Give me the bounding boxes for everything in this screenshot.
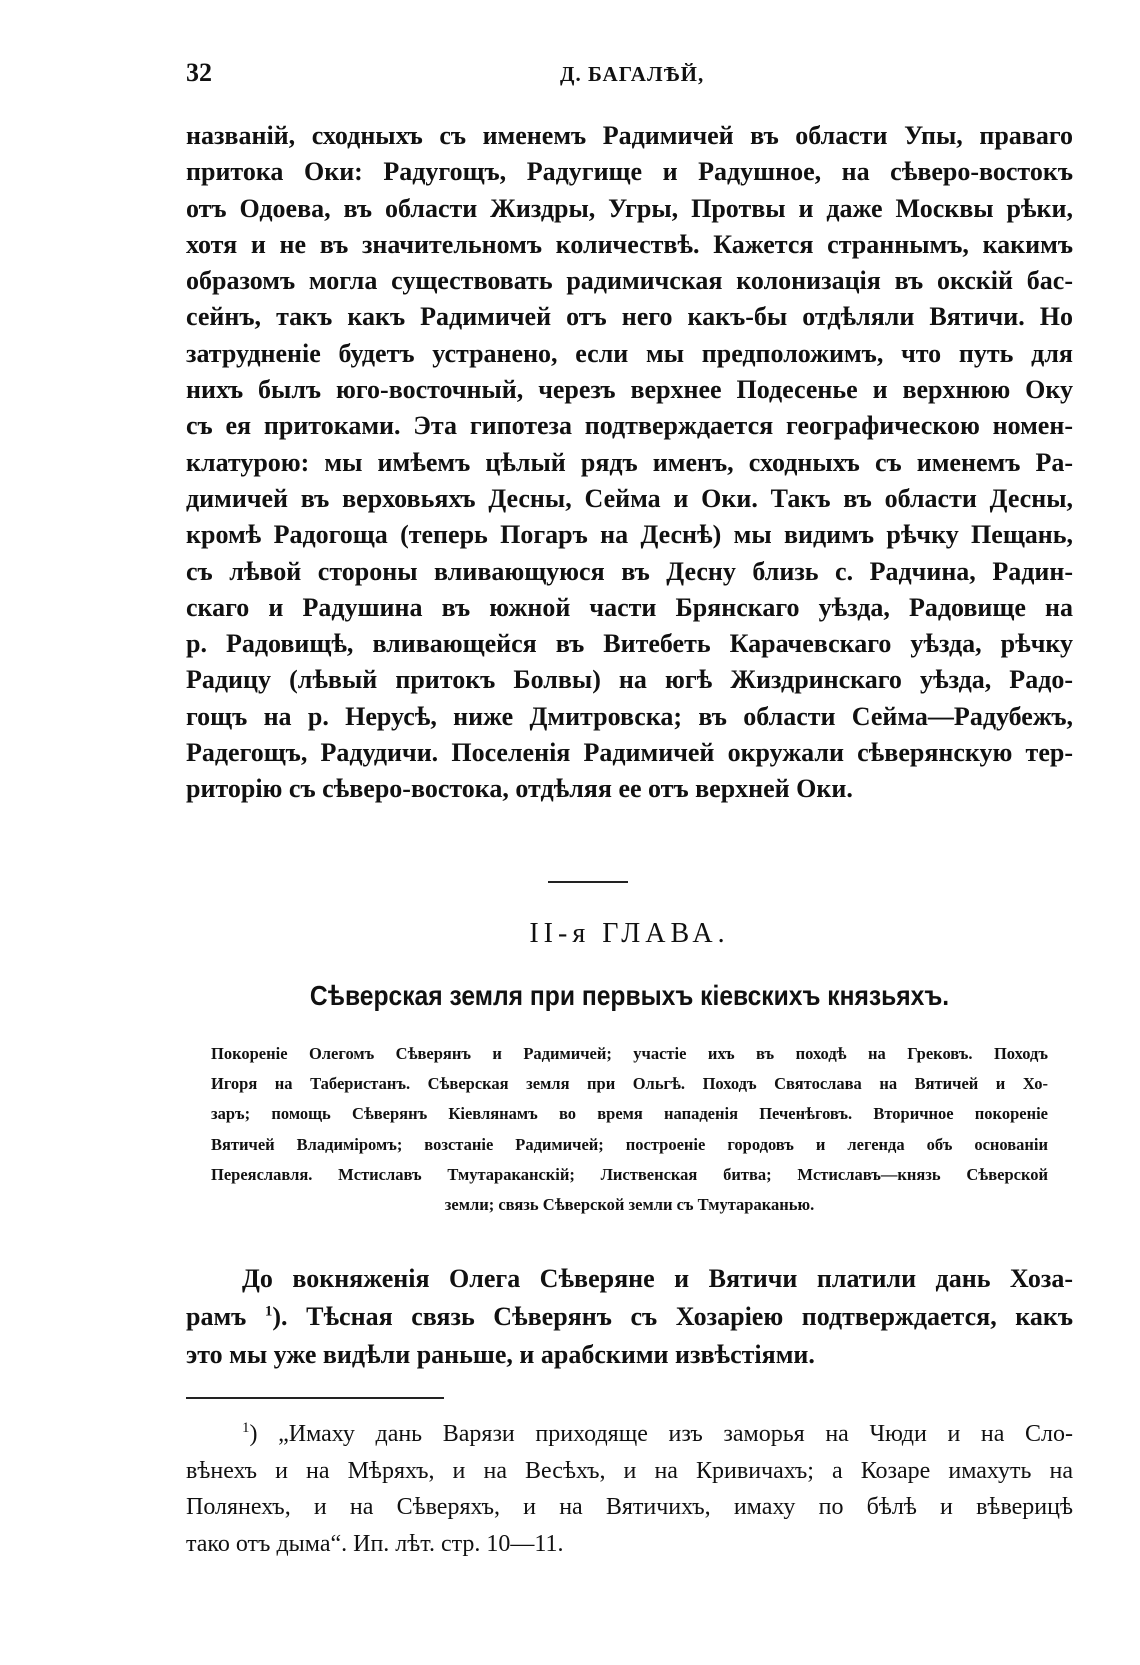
body-line: Радицу (лѣвый притокъ Болвы) на югѣ Жиздринскаго уѣзда, Радо- xyxy=(186,665,1073,695)
summary-line: Вятичей Владиміромъ; возстаніе Радимичей; построеніе городовъ и легенда объ основаніи xyxy=(211,1134,1048,1154)
body-line: хотя и не въ значительномъ количествѣ. Кажется страннымъ, какимъ xyxy=(186,229,1073,259)
intro-line: это мы уже видѣли раньше, и арабскими извѣстіями. xyxy=(186,1340,815,1369)
intro-line xyxy=(186,1298,1073,1336)
chapter-summary xyxy=(211,1039,1048,1220)
intro-line: До вокняженія Олега Сѣверяне и Вятичи платили дань Хоза- xyxy=(242,1264,1073,1293)
section-divider xyxy=(548,881,628,883)
intro-text: ). Тѣсная связь Сѣверянъ съ Хозаріею подтверждается, какъ xyxy=(272,1302,1073,1331)
body-line: димичей въ верховьяхъ Десны, Сейма и Оки. Такъ въ области Десны, xyxy=(186,483,1073,513)
body-line: кромѣ Радогоща (теперь Погаръ на Деснѣ) мы видимъ рѣчку Пещань, xyxy=(186,520,1073,550)
footnote xyxy=(186,1416,1073,1562)
intro-paragraph xyxy=(186,1260,1073,1374)
body-line: съ лѣвой стороны вливающуюся въ Десну близь с. Радчина, Радин- xyxy=(186,556,1073,586)
body-line: скаго и Радушина въ южной части Брянскаго уѣзда, Радовище на xyxy=(186,592,1073,622)
summary-line: земли; связь Сѣверской земли съ Тмутараканью. xyxy=(444,1194,815,1214)
page-number: 32 xyxy=(186,58,212,87)
footnote-rule xyxy=(186,1397,444,1399)
footnote-reference[interactable]: 1 xyxy=(264,1303,273,1320)
body-line: отъ Одоева, въ области Жиздры, Угры, Протвы и даже Москвы рѣки, xyxy=(186,193,1073,223)
footnote-line: вѣнехъ и на Мѣряхъ, и на Весѣхъ, и на Кривичахъ; а Козаре имахуть на xyxy=(186,1457,1073,1484)
summary-line: Игоря на Таберистанъ. Сѣверская земля при Ольгѣ. Походъ Святослава на Вятичей и Хо- xyxy=(211,1074,1048,1094)
body-line: притока Оки: Радугощъ, Радугище и Радушное, на сѣверо-востокъ xyxy=(186,157,1073,187)
body-line: затрудненіе будетъ устранено, если мы предположимъ, что путь для xyxy=(186,338,1073,368)
body-line: риторію съ сѣверо-востока, отдѣляя ее отъ верхней Оки. xyxy=(186,774,853,804)
body-line: клатурою: мы имѣемъ цѣлый рядъ именъ, сходныхъ съ именемъ Ра- xyxy=(186,447,1073,477)
chapter-title: Сѣверская земля при первыхъ кіевскихъ князьяхъ. xyxy=(309,980,950,1011)
summary-line: заръ; помощь Сѣверянъ Кіевлянамъ во время нападенія Печенѣговъ. Вторичное покореніе xyxy=(211,1104,1048,1124)
footnote-line xyxy=(186,1416,1073,1453)
body-line: р. Радовищѣ, вливающейся въ Витебеть Карачевскаго уѣзда, рѣчку xyxy=(186,629,1073,659)
footnote-line: Полянехъ, и на Сѣверяхъ, и на Вятичихъ, имаху по бѣлѣ и вѣверицѣ xyxy=(186,1494,1073,1521)
footnote-marker: 1 xyxy=(242,1420,250,1436)
body-paragraph xyxy=(186,118,1073,808)
footnote-text: ) „Имаху дань Варязи приходяще изъ заморья на Чюди и на Сло- xyxy=(249,1421,1073,1447)
body-line: сейнъ, такъ какъ Радимичей отъ него какъ-бы отдѣляли Вятичи. Но xyxy=(186,302,1073,332)
body-line: образомъ могла существовать радимичская колонизація въ окскій бас- xyxy=(186,266,1073,296)
body-line: гощъ на р. Нерусѣ, ниже Дмитровска; въ области Сейма—Радубежъ, xyxy=(186,701,1073,731)
summary-line: Покореніе Олегомъ Сѣверянъ и Радимичей; участіе ихъ въ походѣ на Грековъ. Походъ xyxy=(211,1044,1048,1063)
body-line: съ ея притоками. Эта гипотеза подтверждается географическою номен- xyxy=(186,411,1073,441)
body-line: нихъ былъ юго-восточный, черезъ верхнее Подесенье и верхнюю Оку xyxy=(186,375,1073,405)
intro-text: рамъ xyxy=(186,1302,265,1331)
running-head: Д. БАГАЛѢЙ, xyxy=(560,62,705,86)
footnote-line: тако отъ дыма“. Ип. лѣт. стр. 10—11. xyxy=(186,1530,564,1557)
chapter-heading: II-я ГЛАВА. xyxy=(529,918,730,949)
summary-line: Переяславля. Мстиславъ Тмутараканскій; Лиственская битва; Мстиславъ—князь Сѣверской xyxy=(211,1164,1048,1184)
body-line: Радегощъ, Радудичи. Поселенія Радимичей окружали сѣверянскую тер- xyxy=(186,738,1073,768)
body-line: названій, сходныхъ съ именемъ Радимичей въ области Упы, праваго xyxy=(186,121,1073,150)
